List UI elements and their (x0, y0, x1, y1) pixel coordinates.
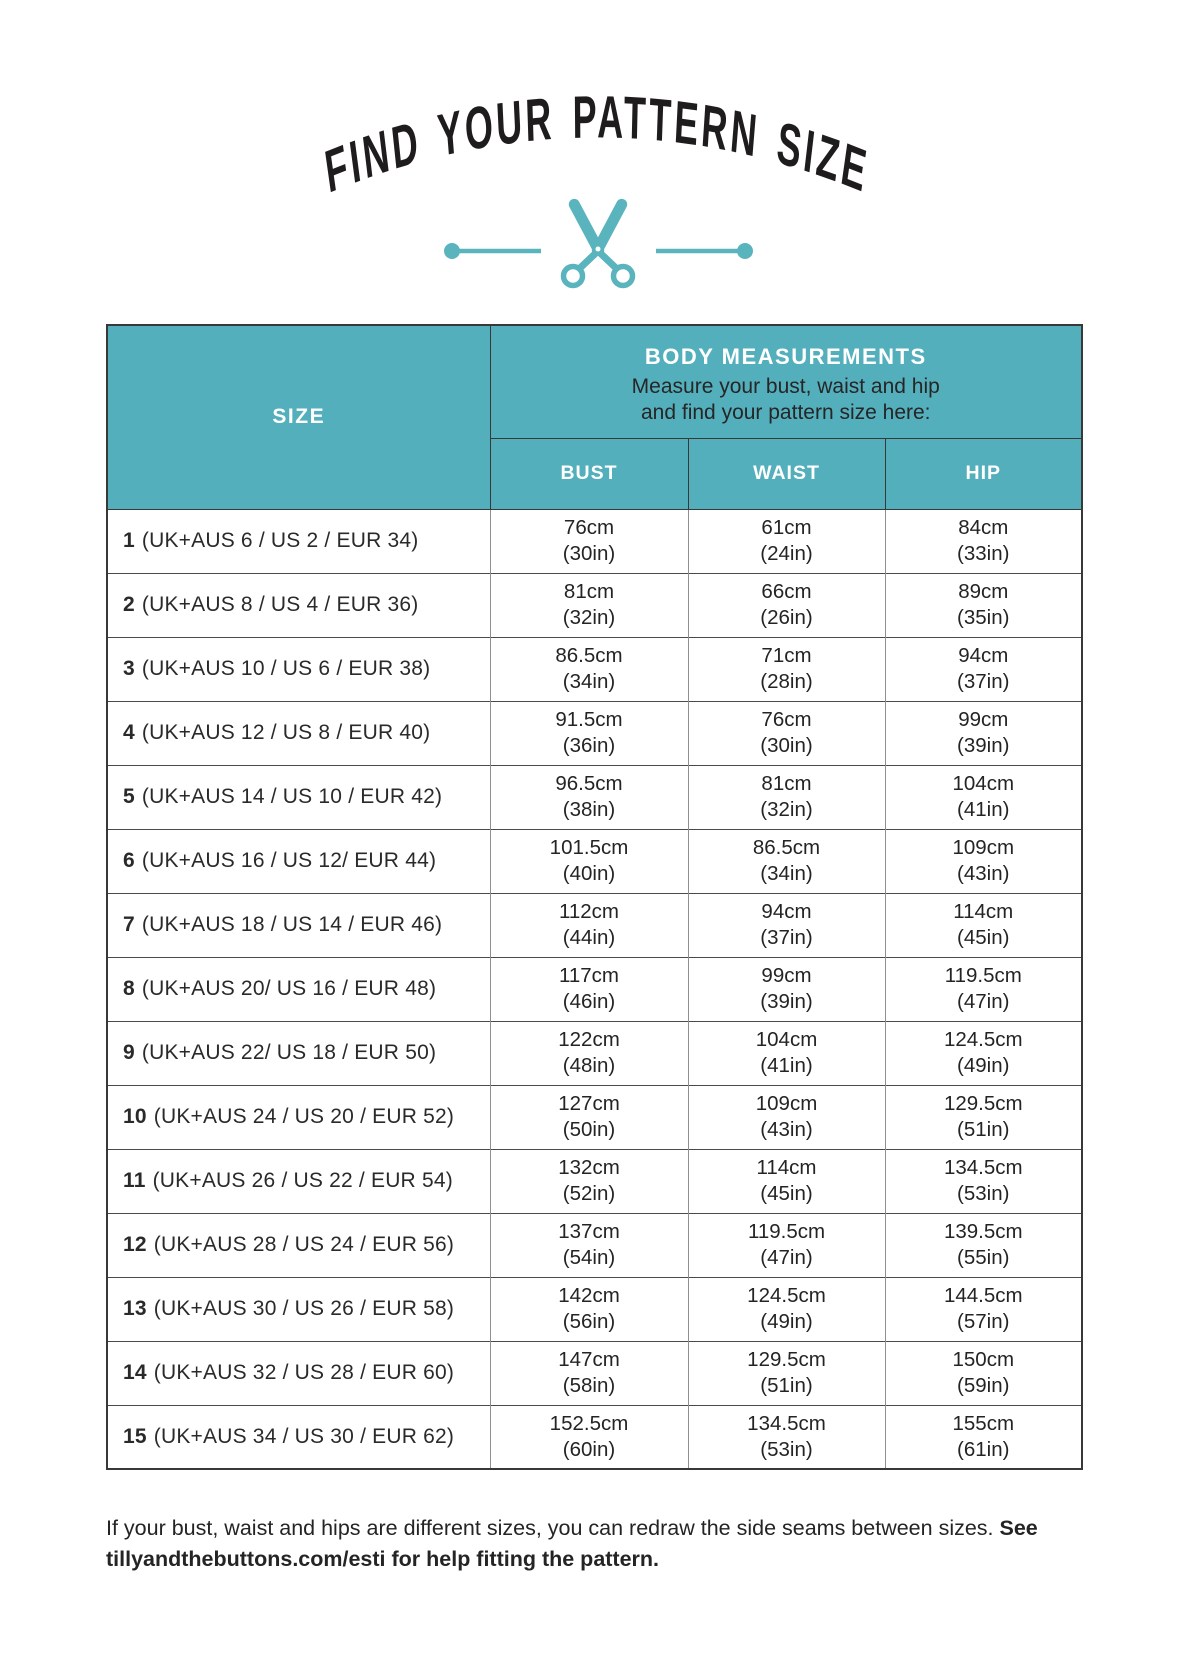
footnote (106, 1513, 1082, 1575)
size-cell (107, 1277, 490, 1341)
size-label: (UK+AUS 30 / US 26 / EUR 58) (153, 1297, 455, 1320)
page-title-text: FIND YOUR PATTERN SIZE (321, 84, 873, 206)
hip-cell: 84cm (33in) (885, 509, 1082, 573)
size-cell (107, 829, 490, 893)
size-number: 12 (123, 1233, 147, 1256)
hip-cell: 144.5cm (57in) (885, 1277, 1082, 1341)
table-row (107, 701, 1082, 765)
scissors-icon (564, 197, 633, 286)
hip-cell: 155cm (61in) (885, 1405, 1082, 1469)
size-number: 13 (123, 1297, 147, 1320)
size-label: (UK+AUS 32 / US 28 / EUR 60) (153, 1361, 455, 1384)
size-label: (UK+AUS 12 / US 8 / EUR 40) (141, 721, 431, 744)
waist-cell: 61cm (24in) (688, 509, 885, 573)
size-cell (107, 1341, 490, 1405)
size-label: (UK+AUS 22/ US 18 / EUR 50) (141, 1041, 437, 1064)
table-row (107, 1341, 1082, 1405)
waist-cell: 124.5cm (49in) (688, 1277, 885, 1341)
body-measurements-subtitle-line2: and find your pattern size here: (641, 400, 931, 424)
scissors-divider (0, 185, 1188, 297)
size-label: (UK+AUS 34 / US 30 / EUR 62) (153, 1424, 455, 1448)
table-row (107, 765, 1082, 829)
table-row (107, 637, 1082, 701)
table-row (107, 509, 1082, 573)
size-label: (UK+AUS 28 / US 24 / EUR 56) (153, 1233, 455, 1256)
divider-dot-right (737, 243, 753, 259)
size-cell (107, 1085, 490, 1149)
table-row (107, 1149, 1082, 1213)
hip-cell: 129.5cm (51in) (885, 1085, 1082, 1149)
size-label: (UK+AUS 14 / US 10 / EUR 42) (141, 785, 443, 808)
table-row (107, 957, 1082, 1021)
bust-cell: 132cm (52in) (490, 1149, 688, 1213)
size-number: 3 (123, 657, 135, 680)
waist-cell: 114cm (45in) (688, 1149, 885, 1213)
footnote-help-text: See tillyandthebuttons.com/esti for help fitting the pattern. (106, 1516, 1038, 1571)
size-cell (107, 701, 490, 765)
waist-cell: 71cm (28in) (688, 637, 885, 701)
hip-cell: 119.5cm (47in) (885, 957, 1082, 1021)
size-label: (UK+AUS 6 / US 2 / EUR 34) (141, 529, 419, 552)
waist-cell: 104cm (41in) (688, 1021, 885, 1085)
hip-column-header: HIP (885, 438, 1082, 509)
bust-cell: 152.5cm (60in) (490, 1405, 688, 1469)
size-number: 15 (123, 1424, 147, 1448)
size-number: 7 (123, 913, 135, 936)
hip-cell: 139.5cm (55in) (885, 1213, 1082, 1277)
bust-cell: 137cm (54in) (490, 1213, 688, 1277)
bust-cell: 101.5cm (40in) (490, 829, 688, 893)
size-number: 9 (123, 1041, 135, 1064)
size-cell (107, 509, 490, 573)
body-measurements-header (490, 325, 1082, 438)
bust-cell: 86.5cm (34in) (490, 637, 688, 701)
waist-cell: 66cm (26in) (688, 573, 885, 637)
body-measurements-subtitle-line1: Measure your bust, waist and hip (631, 374, 940, 398)
size-label: (UK+AUS 18 / US 14 / EUR 46) (141, 913, 443, 936)
bust-cell: 117cm (46in) (490, 957, 688, 1021)
size-label: (UK+AUS 16 / US 12/ EUR 44) (141, 849, 437, 872)
size-number: 6 (123, 849, 135, 872)
size-number: 5 (123, 785, 135, 808)
table-row (107, 1277, 1082, 1341)
hip-cell: 104cm (41in) (885, 765, 1082, 829)
hip-cell: 94cm (37in) (885, 637, 1082, 701)
waist-column-header: WAIST (688, 438, 885, 509)
size-number: 10 (123, 1105, 147, 1128)
hip-cell: 114cm (45in) (885, 893, 1082, 957)
size-number: 2 (123, 593, 135, 616)
waist-cell: 86.5cm (34in) (688, 829, 885, 893)
size-cell (107, 765, 490, 829)
size-cell (107, 1213, 490, 1277)
size-label: (UK+AUS 20/ US 16 / EUR 48) (141, 977, 437, 1000)
bust-cell: 112cm (44in) (490, 893, 688, 957)
size-number: 11 (123, 1169, 146, 1192)
hip-cell: 99cm (39in) (885, 701, 1082, 765)
size-label: (UK+AUS 10 / US 6 / EUR 38) (141, 657, 431, 680)
size-number: 4 (123, 721, 135, 744)
waist-cell: 94cm (37in) (688, 893, 885, 957)
size-column-header: SIZE (107, 325, 490, 509)
size-cell (107, 1021, 490, 1085)
table-row (107, 1021, 1082, 1085)
size-cell (107, 957, 490, 1021)
size-cell (107, 893, 490, 957)
size-cell (107, 1405, 490, 1469)
waist-cell: 134.5cm (53in) (688, 1405, 885, 1469)
body-measurements-title: BODY MEASUREMENTS (644, 343, 927, 369)
waist-cell: 99cm (39in) (688, 957, 885, 1021)
size-number: 8 (123, 977, 135, 1000)
size-chart-table (106, 324, 1083, 1470)
bust-column-header: BUST (490, 438, 688, 509)
bust-cell: 91.5cm (36in) (490, 701, 688, 765)
hip-cell: 89cm (35in) (885, 573, 1082, 637)
size-label: (UK+AUS 26 / US 22 / EUR 54) (152, 1169, 453, 1192)
waist-cell: 119.5cm (47in) (688, 1213, 885, 1277)
bust-cell: 142cm (56in) (490, 1277, 688, 1341)
hip-cell: 134.5cm (53in) (885, 1149, 1082, 1213)
table-row (107, 893, 1082, 957)
waist-cell: 109cm (43in) (688, 1085, 885, 1149)
waist-cell: 129.5cm (51in) (688, 1341, 885, 1405)
footnote-text: If your bust, waist and hips are different sizes, you can redraw the side seams between sizes. (106, 1516, 1000, 1540)
size-cell (107, 637, 490, 701)
bust-cell: 81cm (32in) (490, 573, 688, 637)
hip-cell: 124.5cm (49in) (885, 1021, 1082, 1085)
size-cell (107, 573, 490, 637)
bust-cell: 122cm (48in) (490, 1021, 688, 1085)
bust-cell: 127cm (50in) (490, 1085, 688, 1149)
bust-cell: 76cm (30in) (490, 509, 688, 573)
table-row (107, 1405, 1082, 1469)
hip-cell: 150cm (59in) (885, 1341, 1082, 1405)
table-row (107, 1213, 1082, 1277)
size-label: (UK+AUS 8 / US 4 / EUR 36) (141, 593, 419, 616)
waist-cell: 81cm (32in) (688, 765, 885, 829)
table-row (107, 573, 1082, 637)
size-label: (UK+AUS 24 / US 20 / EUR 52) (153, 1105, 455, 1128)
table-row (107, 829, 1082, 893)
size-number: 1 (123, 529, 135, 552)
waist-cell: 76cm (30in) (688, 701, 885, 765)
bust-cell: 96.5cm (38in) (490, 765, 688, 829)
size-number: 14 (123, 1361, 147, 1384)
header-row-top (107, 325, 1082, 438)
bust-cell: 147cm (58in) (490, 1341, 688, 1405)
hip-cell: 109cm (43in) (885, 829, 1082, 893)
table-row (107, 1085, 1082, 1149)
size-cell (107, 1149, 490, 1213)
